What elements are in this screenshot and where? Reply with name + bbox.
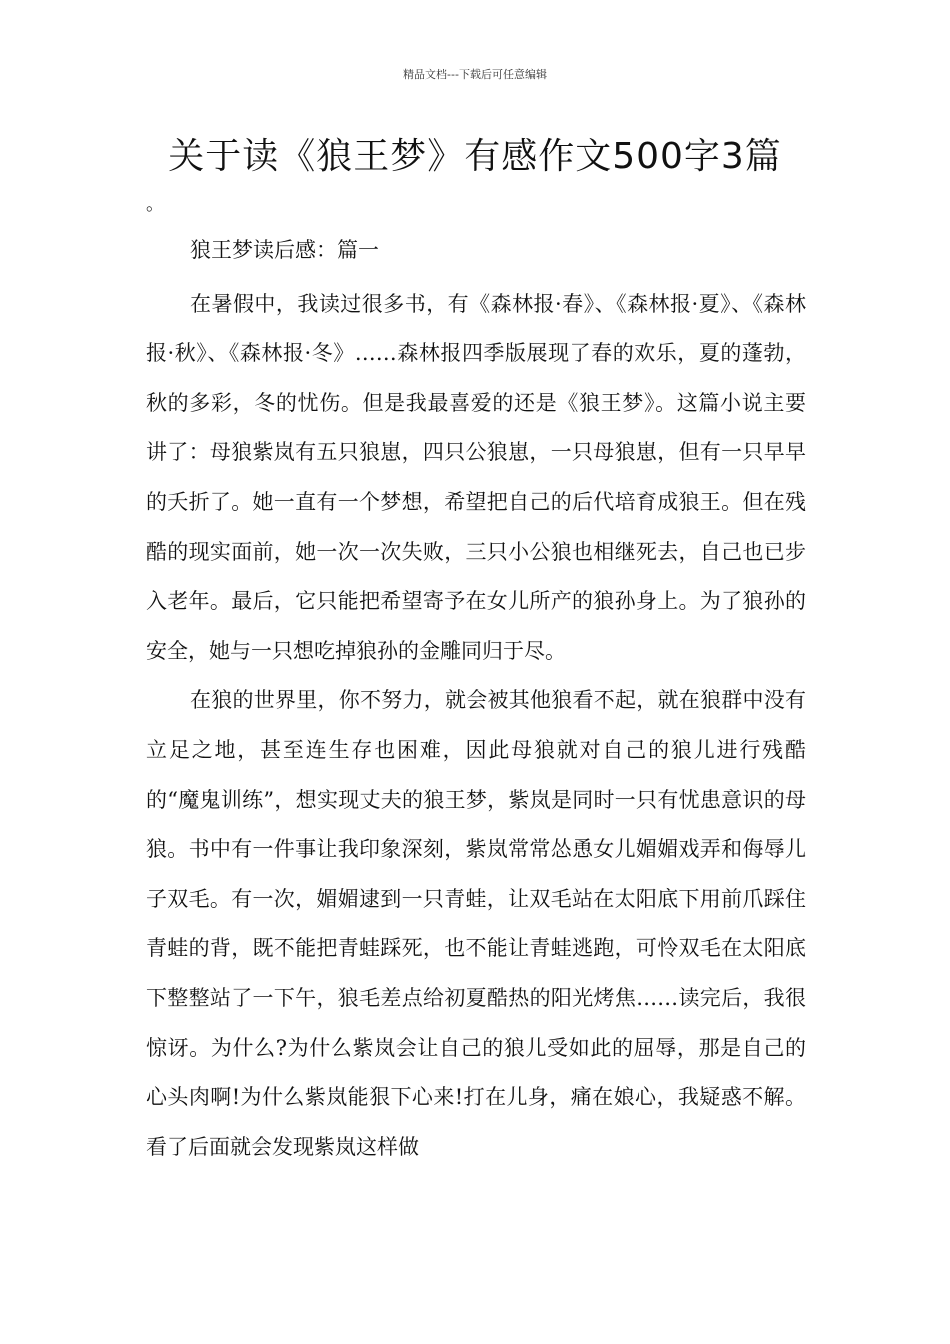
header-note: 精品文档---下载后可任意编辑 [403,68,547,81]
document-title: 关于读《狼王梦》有感作文500字3篇 [168,136,782,177]
paragraph-2: 在狼的世界里，你不努力，就会被其他狼看不起，就在狼群中没有立足之地，甚至连生存也困难，因此母狼就对自己的狼儿进行残酷的“魔鬼训练”，想实现丈夫的狼王梦，紫岚是同时一只有忧患意识的母狼。书中有一件事让我印象深刻，紫岚常常怂恿女儿媚媚戏弄和侮辱儿子双毛。有一次，媚媚逮到一只青蛙，让双毛站在太阳底下用前爪踩住青蛙的背，既不能把青蛙踩死，也不能让青蛙逃跑，可怜双毛在太阳底下整整站了一下午，狼毛差点给初夏酷热的阳光烤焦……读完后，我很惊讶。为什么?为什么紫岚会让自己的狼儿受如此的屈辱，那是自己的心头肉啊!为什么紫岚能狠下心来!打在儿身，痛在娘心，我疑惑不解。看了后面就会发现紫岚这样做 [146,688,806,1159]
stray-punctuation: 。 [146,194,164,215]
paragraph-1: 在暑假中，我读过很多书，有《森林报·春》、《森林报·夏》、《森林报·秋》、《森林报·冬》……森林报四季版展现了春的欢乐，夏的蓬勃，秋的多彩，冬的忧伤。但是我最喜爱的还是《狼王梦》。这篇小说主要讲了：母狼紫岚有五只狼崽，四只公狼崽，一只母狼崽，但有一只早早的夭折了。她一直有一个梦想，希望把自己的后代培育成狼王。但在残酷的现实面前，她一次一次失败，三只小公狼也相继死去，自己也已步入老年。最后，它只能把希望寄予在女儿所产的狼孙身上。为了狼孙的安全，她与一只想吃掉狼孙的金雕同归于尽。 [146,291,806,663]
section-heading: 狼王梦读后感：篇一 [190,238,379,262]
document-body [146,226,806,1172]
